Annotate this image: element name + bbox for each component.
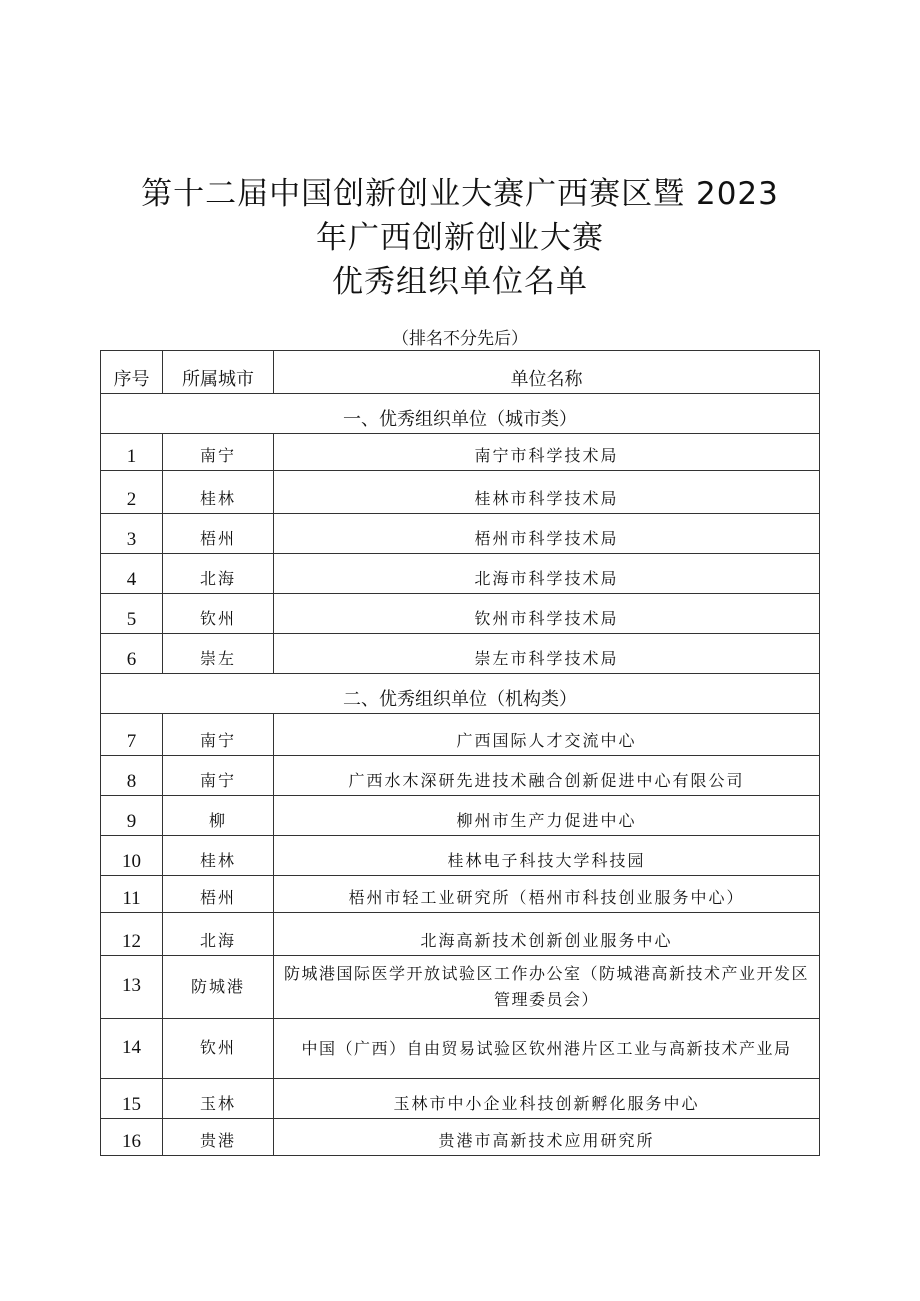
row-organization: 防城港国际医学开放试验区工作办公室（防城港高新技术产业开发区管理委员会） [274, 956, 820, 1019]
ranking-note: （排名不分先后） [392, 329, 528, 349]
section-title-institution: 二、优秀组织单位（机构类） [101, 674, 820, 714]
row-city: 梧州 [163, 514, 274, 554]
row-organization: 桂林市科学技术局 [274, 471, 820, 514]
table-row [101, 554, 820, 594]
row-organization: 北海市科学技术局 [274, 554, 820, 594]
row-organization: 崇左市科学技术局 [274, 634, 820, 674]
row-city: 梧州 [163, 876, 274, 913]
row-number: 15 [101, 1079, 163, 1119]
row-number: 5 [101, 594, 163, 634]
row-number: 13 [101, 956, 163, 1019]
row-number: 7 [101, 714, 163, 756]
row-city: 南宁 [163, 714, 274, 756]
row-city: 柳 [163, 796, 274, 836]
row-number: 4 [101, 554, 163, 594]
row-organization: 玉林市中小企业科技创新孵化服务中心 [274, 1079, 820, 1119]
row-number: 8 [101, 756, 163, 796]
row-city: 钦州 [163, 1019, 274, 1079]
table-row [101, 634, 820, 674]
table-header-row [101, 351, 820, 394]
document-title-line-3: 优秀组织单位名单 [332, 264, 588, 300]
section-row [101, 674, 820, 714]
section-row [101, 394, 820, 434]
row-organization: 梧州市轻工业研究所（梧州市科技创业服务中心） [274, 876, 820, 913]
document-title-line-2: 年广西创新创业大赛 [316, 220, 604, 256]
row-number: 12 [101, 913, 163, 956]
table-row [101, 514, 820, 554]
row-city: 桂林 [163, 836, 274, 876]
row-city: 桂林 [163, 471, 274, 514]
row-city: 钦州 [163, 594, 274, 634]
document-title-line-1: 第十二届中国创新创业大赛广西赛区暨 2023 [141, 176, 779, 212]
table-row [101, 1019, 820, 1079]
row-city: 崇左 [163, 634, 274, 674]
header-city: 所属城市 [163, 351, 274, 394]
award-table [100, 350, 820, 1156]
row-city: 玉林 [163, 1079, 274, 1119]
row-number: 9 [101, 796, 163, 836]
table-row [101, 756, 820, 796]
row-number: 14 [101, 1019, 163, 1079]
row-number: 6 [101, 634, 163, 674]
header-organization: 单位名称 [274, 351, 820, 394]
row-number: 10 [101, 836, 163, 876]
row-number: 2 [101, 471, 163, 514]
table-row [101, 796, 820, 836]
row-organization: 广西国际人才交流中心 [274, 714, 820, 756]
table-row [101, 913, 820, 956]
row-city: 北海 [163, 554, 274, 594]
row-number: 16 [101, 1119, 163, 1156]
row-city: 贵港 [163, 1119, 274, 1156]
row-number: 3 [101, 514, 163, 554]
table-row [101, 594, 820, 634]
row-organization: 桂林电子科技大学科技园 [274, 836, 820, 876]
table-row [101, 956, 820, 1019]
header-number: 序号 [101, 351, 163, 394]
table-row [101, 1079, 820, 1119]
row-number: 11 [101, 876, 163, 913]
table-row [101, 714, 820, 756]
table-row [101, 876, 820, 913]
table-row [101, 836, 820, 876]
row-organization: 中国（广西）自由贸易试验区钦州港片区工业与高新技术产业局 [274, 1019, 820, 1079]
row-city: 北海 [163, 913, 274, 956]
table-row [101, 471, 820, 514]
section-title-city: 一、优秀组织单位（城市类） [101, 394, 820, 434]
row-organization: 贵港市高新技术应用研究所 [274, 1119, 820, 1156]
row-city: 南宁 [163, 756, 274, 796]
row-city: 防城港 [163, 956, 274, 1019]
row-organization: 广西水木深研先进技术融合创新促进中心有限公司 [274, 756, 820, 796]
row-organization: 北海高新技术创新创业服务中心 [274, 913, 820, 956]
row-organization: 梧州市科学技术局 [274, 514, 820, 554]
row-organization: 钦州市科学技术局 [274, 594, 820, 634]
row-number: 1 [101, 434, 163, 471]
row-city: 南宁 [163, 434, 274, 471]
row-organization: 南宁市科学技术局 [274, 434, 820, 471]
table-row [101, 434, 820, 471]
table-row [101, 1119, 820, 1156]
row-organization: 柳州市生产力促进中心 [274, 796, 820, 836]
